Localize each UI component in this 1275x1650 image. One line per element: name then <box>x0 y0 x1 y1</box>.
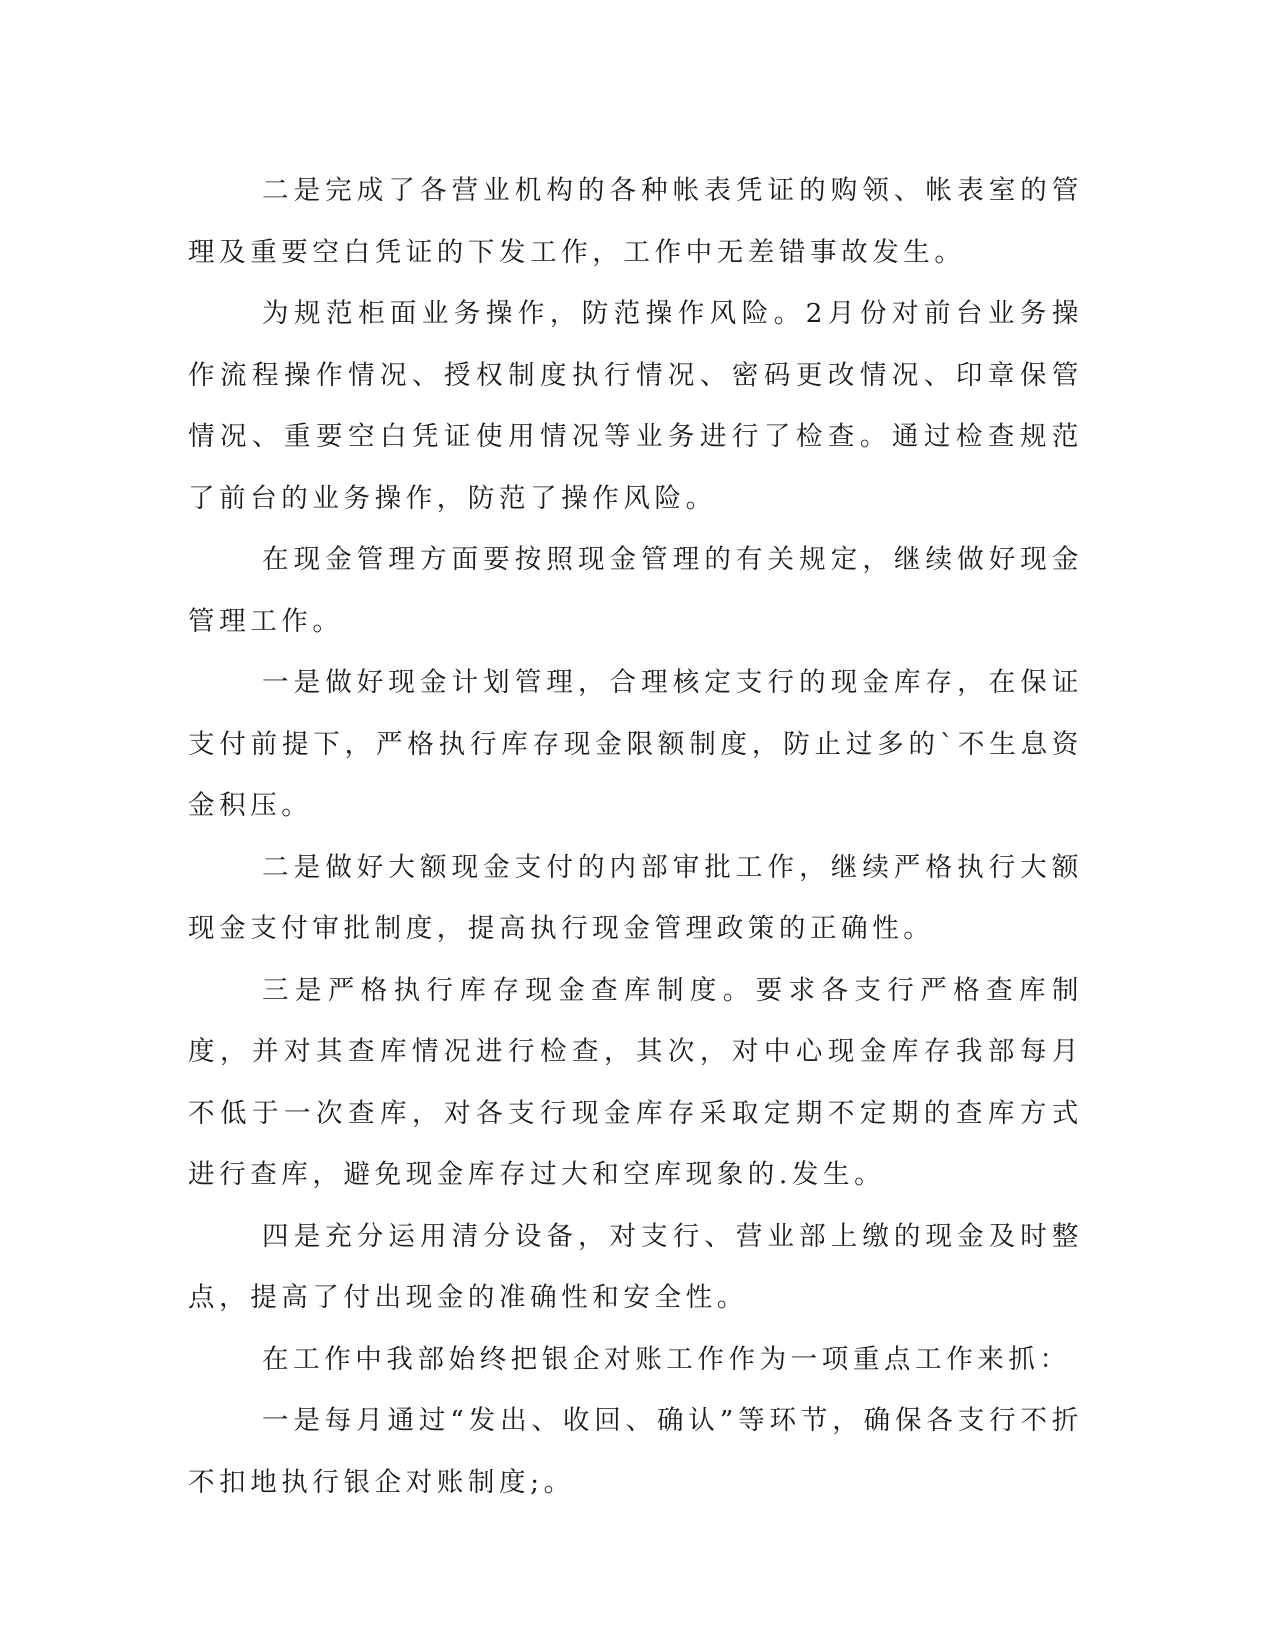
paragraph-9: 一是每月通过“发出、收回、确认”等环节，确保各支行不折不扣地执行银企对账制度;。 <box>188 1405 1083 1498</box>
paragraph-7: 四是充分运用清分设备，对支行、营业部上缴的现金及时整点，提高了付出现金的准确性和安全性。 <box>188 1220 1083 1313</box>
paragraph-8: 在工作中我部始终把银企对账工作作为一项重点工作来抓： <box>262 1343 1071 1375</box>
paragraph-1: 二是完成了各营业机构的各种帐表凭证的购领、帐表室的管理及重要空白凭证的下发工作，工作中无差错事故发生。 <box>188 175 1083 268</box>
paragraph-6: 三是严格执行库存现金查库制度。要求各支行严格查库制度，并对其查库情况进行检查，其次，对中心现金库存我部每月不低于一次查库，对各支行现金库存采取定期不定期的查库方式进行查库，避免现金库存过大和空库现象的.发生。 <box>188 974 1083 1190</box>
paragraph-3: 在现金管理方面要按照现金管理的有关规定，继续做好现金管理工作。 <box>188 544 1083 637</box>
paragraph-2: 为规范柜面业务操作，防范操作风险。2月份对前台业务操作流程操作情况、授权制度执行情况、密码更改情况、印章保管情况、重要空白凭证使用情况等业务进行了检查。通过检查规范了前台的业务操作，防范了操作风险。 <box>188 298 1083 514</box>
paragraph-4: 一是做好现金计划管理，合理核定支行的现金库存，在保证支付前提下，严格执行库存现金限额制度，防止过多的`不生息资金积压。 <box>188 667 1083 821</box>
document-body <box>188 160 1083 1513</box>
paragraph-5: 二是做好大额现金支付的内部审批工作，继续严格执行大额现金支付审批制度，提高执行现金管理政策的正确性。 <box>188 851 1083 944</box>
